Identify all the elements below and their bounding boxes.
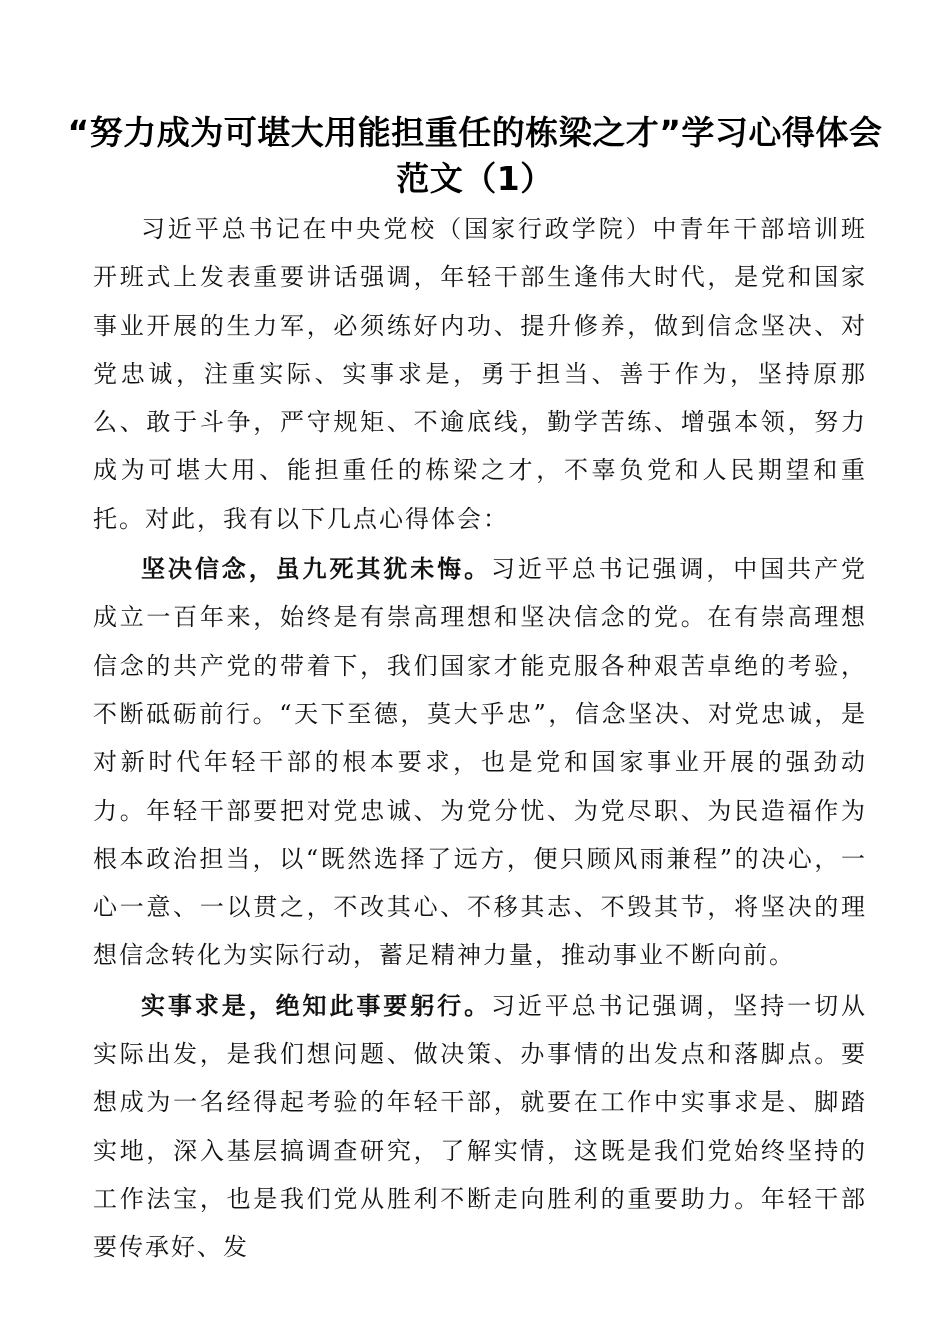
paragraph-text: 习近平总书记强调，中国共产党成立一百年来，始终是有崇高理想和坚决信念的党。在有崇高理想信念的共产党的带着下，我们国家才能克服各种艰苦卓绝的考验，不断砥砺前行。“天下至德，莫大乎忠”，信念坚决、对党忠诚，是对新时代年轻干部的根本要求，也是党和国家事业开展的强劲动力。年轻干部要把对党忠诚、为党分忧、为党尽职、为民造福作为根本政治担当，以“既然选择了远方，便只顾风雨兼程”的决心，一心一意、一以贯之，不改其心、不移其志、不毁其节，将坚决的理想信念转化为实际行动，蓄足精神力量，推动事业不断向前。 — [93, 555, 867, 970]
paragraph-text: 习近平总书记强调，坚持一切从实际出发，是我们想问题、做决策、办事情的出发点和落脚点。要想成为一名经得起考验的年轻干部，就要在工作中实事求是、脚踏实地，深入基层搞调查研究，了解实情，这既是我们党始终坚持的工作法宝，也是我们党从胜利不断走向胜利的重要助力。年轻干部要传承好、发 — [93, 991, 867, 1262]
paragraph-lead: 实事求是，绝知此事要躬行。 — [141, 991, 491, 1020]
paragraph-text: 习近平总书记在中央党校（国家行政学院）中青年干部培训班开班式上发表重要讲话强调，年轻干部生逢伟大时代，是党和国家事业开展的生力军，必须练好内功、提升修养，做到信念坚决、对党忠诚，注重实际、实事求是，勇于担当、善于作为，坚持原那么、敢于斗争，严守规矩、不逾底线，勤学苦练、增强本领，努力成为可堪大用、能担重任的栋梁之才，不辜负党和人民期望和重托。对此，我有以下几点心得体会： — [93, 215, 867, 533]
paragraph-lead: 坚决信念，虽九死其犹未悔。 — [141, 555, 491, 584]
paragraph-practice — [93, 982, 867, 1272]
paragraph-intro — [93, 205, 867, 543]
document-body — [93, 205, 867, 1272]
paragraph-belief — [93, 545, 867, 980]
document-title: “努力成为可堪大用能担重任的栋梁之才”学习心得体会范文（1） — [67, 113, 883, 198]
